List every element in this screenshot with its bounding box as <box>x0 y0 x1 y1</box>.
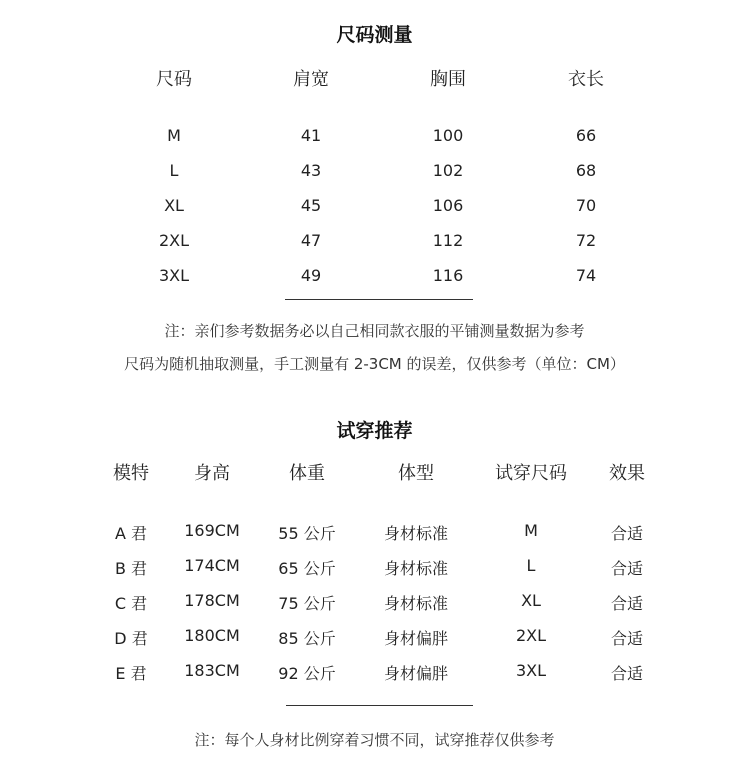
divider <box>286 705 473 706</box>
size-cell: 2XL <box>158 231 190 250</box>
divider <box>285 299 473 300</box>
fit-chart-title: 试穿推荐 <box>336 420 413 442</box>
header-model: 模特 <box>113 463 149 484</box>
shoulder-cell: 47 <box>300 231 322 250</box>
weight-cell: 65 公斤 <box>278 559 336 578</box>
tried-size-cell: 3XL <box>515 661 547 680</box>
model-cell: C 君 <box>114 594 148 613</box>
length-cell: 68 <box>575 161 597 180</box>
tried-size-cell: L <box>526 556 536 575</box>
header-size: 尺码 <box>156 69 192 90</box>
height-cell: 178CM <box>184 591 240 610</box>
size-cell: XL <box>164 196 184 215</box>
height-cell: 169CM <box>184 521 240 540</box>
header-effect: 效果 <box>609 463 645 484</box>
shoulder-cell: 41 <box>300 126 322 145</box>
header-length: 衣长 <box>568 69 604 90</box>
size-cell: L <box>169 161 179 180</box>
body-type-cell: 身材偏胖 <box>383 664 449 683</box>
effect-cell: 合适 <box>610 559 644 578</box>
body-type-cell: 身材偏胖 <box>383 629 449 648</box>
size-note-line2: 尺码为随机抽取测量，手工测量有 2-3CM 的误差，仅供参考（单位：CM） <box>124 355 625 373</box>
height-cell: 174CM <box>184 556 240 575</box>
weight-cell: 85 公斤 <box>278 629 336 648</box>
weight-cell: 92 公斤 <box>278 664 336 683</box>
header-shoulder: 肩宽 <box>293 69 329 90</box>
tried-size-cell: M <box>524 521 538 540</box>
model-cell: A 君 <box>114 524 148 543</box>
header-tried-size: 试穿尺码 <box>495 463 567 484</box>
size-note-line1: 注：亲们参考数据务必以自己相同款衣服的平铺测量数据为参考 <box>164 322 585 340</box>
fit-note: 注：每个人身材比例穿着习惯不同，试穿推荐仅供参考 <box>194 731 555 749</box>
effect-cell: 合适 <box>610 594 644 613</box>
height-cell: 183CM <box>184 661 240 680</box>
size-chart-title: 尺码测量 <box>336 24 413 46</box>
effect-cell: 合适 <box>610 524 644 543</box>
height-cell: 180CM <box>184 626 240 645</box>
effect-cell: 合适 <box>610 664 644 683</box>
body-type-cell: 身材标准 <box>383 524 449 543</box>
effect-cell: 合适 <box>610 629 644 648</box>
chest-cell: 106 <box>432 196 464 215</box>
shoulder-cell: 49 <box>300 266 322 285</box>
body-type-cell: 身材标准 <box>383 594 449 613</box>
length-cell: 70 <box>575 196 597 215</box>
weight-cell: 55 公斤 <box>278 524 336 543</box>
model-cell: E 君 <box>115 664 147 683</box>
size-cell: 3XL <box>158 266 190 285</box>
header-body-type: 体型 <box>398 463 434 484</box>
chest-cell: 102 <box>432 161 464 180</box>
tried-size-cell: 2XL <box>515 626 547 645</box>
chest-cell: 112 <box>432 231 464 250</box>
header-chest: 胸围 <box>430 69 466 90</box>
header-weight: 体重 <box>289 463 325 484</box>
length-cell: 74 <box>575 266 597 285</box>
shoulder-cell: 45 <box>300 196 322 215</box>
shoulder-cell: 43 <box>300 161 322 180</box>
model-cell: B 君 <box>114 559 148 578</box>
size-cell: M <box>167 126 181 145</box>
header-height: 身高 <box>194 463 230 484</box>
weight-cell: 75 公斤 <box>278 594 336 613</box>
chest-cell: 100 <box>432 126 464 145</box>
length-cell: 66 <box>575 126 597 145</box>
body-type-cell: 身材标准 <box>383 559 449 578</box>
model-cell: D 君 <box>114 629 148 648</box>
chest-cell: 116 <box>432 266 464 285</box>
tried-size-cell: XL <box>521 591 541 610</box>
length-cell: 72 <box>575 231 597 250</box>
